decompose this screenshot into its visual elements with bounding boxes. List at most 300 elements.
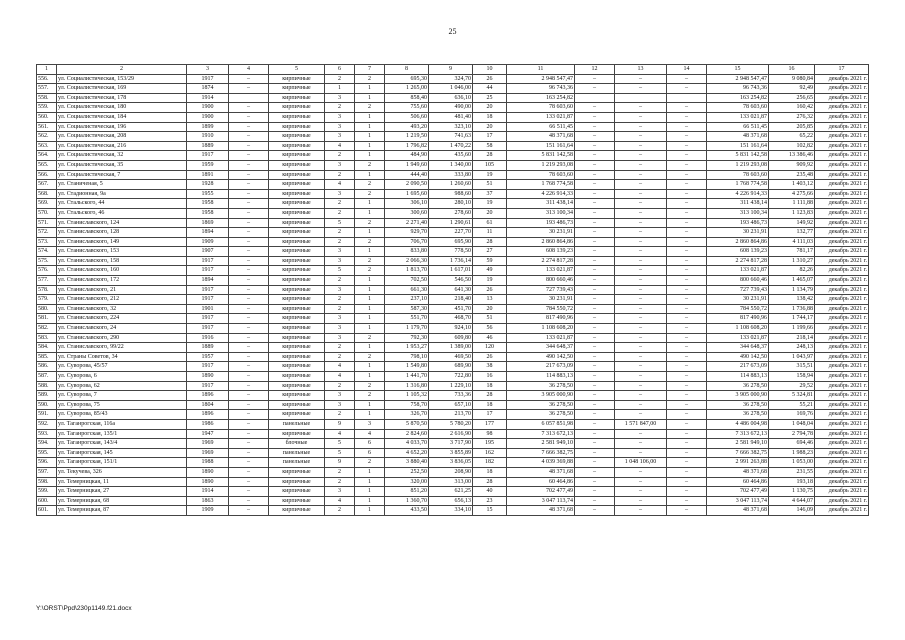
table-cell: 2 860 864,86 bbox=[707, 237, 769, 247]
table-cell: кирпичные bbox=[269, 141, 325, 151]
table-cell: 1914 bbox=[187, 487, 229, 497]
column-number-cell: 3 bbox=[187, 65, 229, 75]
table-cell: 2 bbox=[355, 218, 385, 228]
table-cell: кирпичные bbox=[269, 477, 325, 487]
table-cell: 2 bbox=[325, 467, 355, 477]
table-cell: 2 bbox=[325, 208, 355, 218]
table-cell: 2 bbox=[325, 228, 355, 238]
table-cell: 565. bbox=[37, 160, 57, 170]
table-cell: декабрь 2021 г. bbox=[815, 304, 869, 314]
table-cell: – bbox=[615, 496, 667, 506]
table-cell: 38 bbox=[473, 362, 507, 372]
column-number-cell: 12 bbox=[575, 65, 615, 75]
table-cell: 4 486 004,98 bbox=[707, 419, 769, 429]
table-cell: 4 111,03 bbox=[769, 237, 815, 247]
table-row bbox=[37, 391, 869, 401]
table-cell: 1907 bbox=[187, 247, 229, 257]
table-cell: 573. bbox=[37, 237, 57, 247]
table-cell: 4 644,07 bbox=[769, 496, 815, 506]
table-cell: 78 603,60 bbox=[707, 103, 769, 113]
table-cell: – bbox=[229, 151, 269, 161]
table-row bbox=[37, 333, 869, 343]
table-cell: 1 340,00 bbox=[429, 160, 473, 170]
table-cell: 324,70 bbox=[429, 74, 473, 84]
table-cell: 17 bbox=[473, 132, 507, 142]
table-cell: 3 bbox=[325, 122, 355, 132]
table-cell: 584. bbox=[37, 343, 57, 353]
table-cell: 2 bbox=[325, 103, 355, 113]
table-cell: 817 490,96 bbox=[707, 314, 769, 324]
table-cell: 1 bbox=[355, 247, 385, 257]
table-cell: 551,70 bbox=[385, 314, 429, 324]
table-cell: 2 bbox=[355, 391, 385, 401]
table-cell: 727 739,43 bbox=[707, 285, 769, 295]
table-cell: 556. bbox=[37, 74, 57, 84]
table-cell: 1 360,70 bbox=[385, 496, 429, 506]
table-cell: 48 371,68 bbox=[707, 506, 769, 516]
table-cell: ул. Текучева, 326 bbox=[57, 467, 187, 477]
table-cell: – bbox=[667, 103, 707, 113]
table-cell: 7 313 672,13 bbox=[507, 429, 575, 439]
table-cell: 1969 bbox=[187, 448, 229, 458]
table-cell: – bbox=[229, 419, 269, 429]
table-cell: кирпичные bbox=[269, 352, 325, 362]
table-cell: – bbox=[229, 103, 269, 113]
table-row bbox=[37, 458, 869, 468]
table-cell: 133 021,87 bbox=[707, 266, 769, 276]
column-number-cell: 7 bbox=[355, 65, 385, 75]
table-cell: – bbox=[229, 180, 269, 190]
table-cell: 694,46 bbox=[769, 439, 815, 449]
table-cell: 78 603,60 bbox=[707, 170, 769, 180]
table-cell: – bbox=[575, 256, 615, 266]
table-cell: 2 bbox=[355, 381, 385, 391]
table-cell: 1917 bbox=[187, 381, 229, 391]
table-cell: 591. bbox=[37, 410, 57, 420]
table-cell: 28 bbox=[473, 477, 507, 487]
column-number-cell: 8 bbox=[385, 65, 429, 75]
table-cell: 444,40 bbox=[385, 170, 429, 180]
table-cell: – bbox=[667, 276, 707, 286]
table-cell: декабрь 2021 г. bbox=[815, 218, 869, 228]
table-cell: ул. Суворова, 85/43 bbox=[57, 410, 187, 420]
table-cell: 1889 bbox=[187, 343, 229, 353]
table-cell: 82,26 bbox=[769, 266, 815, 276]
table-cell: – bbox=[575, 429, 615, 439]
table-cell: – bbox=[615, 487, 667, 497]
table-cell: 3 bbox=[325, 324, 355, 334]
table-cell: 9 bbox=[325, 458, 355, 468]
table-cell: декабрь 2021 г. bbox=[815, 429, 869, 439]
table-cell: 833,80 bbox=[385, 247, 429, 257]
table-cell: 98 bbox=[473, 429, 507, 439]
table-cell: 2 271,40 bbox=[385, 218, 429, 228]
table-cell: ул. Станиславского, 32 bbox=[57, 304, 187, 314]
table-cell: ул. Социалистическая, 7 bbox=[57, 170, 187, 180]
table-cell: 1 bbox=[355, 132, 385, 142]
table-row bbox=[37, 208, 869, 218]
table-cell: 1 316,80 bbox=[385, 381, 429, 391]
table-cell: – bbox=[615, 400, 667, 410]
table-cell: 3 047 113,74 bbox=[707, 496, 769, 506]
table-cell: 5 870,50 bbox=[385, 419, 429, 429]
table-cell: – bbox=[667, 381, 707, 391]
table-row bbox=[37, 112, 869, 122]
table-cell: – bbox=[615, 132, 667, 142]
table-cell: 1 bbox=[355, 496, 385, 506]
table-cell: панельные bbox=[269, 458, 325, 468]
table-cell: декабрь 2021 г. bbox=[815, 228, 869, 238]
table-cell: кирпичные bbox=[269, 218, 325, 228]
table-cell: 2 bbox=[325, 410, 355, 420]
table-cell: 778,50 bbox=[429, 247, 473, 257]
table-cell: 217 673,09 bbox=[707, 362, 769, 372]
table-cell: 702 477,49 bbox=[707, 487, 769, 497]
table-cell: 587,30 bbox=[385, 304, 429, 314]
table-cell: 218,40 bbox=[429, 295, 473, 305]
table-cell: декабрь 2021 г. bbox=[815, 112, 869, 122]
table-cell: 2 bbox=[325, 170, 355, 180]
table-cell: 579. bbox=[37, 295, 57, 305]
table-cell: 30 231,91 bbox=[707, 295, 769, 305]
table-cell: 133 021,87 bbox=[507, 333, 575, 343]
table-cell: 1 bbox=[355, 304, 385, 314]
table-cell: 561. bbox=[37, 122, 57, 132]
table-cell: 575. bbox=[37, 256, 57, 266]
table-cell: – bbox=[615, 333, 667, 343]
table-cell: 1 bbox=[355, 122, 385, 132]
table-cell: – bbox=[667, 160, 707, 170]
table-cell: 2 bbox=[325, 352, 355, 362]
table-cell: декабрь 2021 г. bbox=[815, 372, 869, 382]
table-cell: – bbox=[229, 487, 269, 497]
table-cell: ул. Суворова, 6 bbox=[57, 372, 187, 382]
table-cell: 1 bbox=[355, 400, 385, 410]
table-cell: 149,92 bbox=[769, 218, 815, 228]
table-cell: 2 090,50 bbox=[385, 180, 429, 190]
table-cell: 572. bbox=[37, 228, 57, 238]
table-cell: 19 bbox=[473, 276, 507, 286]
table-cell: 132,77 bbox=[769, 228, 815, 238]
table-cell: кирпичные bbox=[269, 314, 325, 324]
table-cell: – bbox=[229, 400, 269, 410]
table-cell bbox=[575, 93, 615, 103]
table-cell: – bbox=[575, 189, 615, 199]
table-cell: 2 bbox=[355, 189, 385, 199]
table-cell: 621,25 bbox=[429, 487, 473, 497]
table-cell: 3 047 113,74 bbox=[507, 496, 575, 506]
table-cell: кирпичные bbox=[269, 362, 325, 372]
table-cell: ул. Таганрогская, 145 bbox=[57, 448, 187, 458]
table-cell: 44 bbox=[473, 84, 507, 94]
table-cell: – bbox=[575, 266, 615, 276]
table-cell: – bbox=[615, 151, 667, 161]
table-cell: – bbox=[575, 381, 615, 391]
table-cell: – bbox=[575, 467, 615, 477]
table-row bbox=[37, 400, 869, 410]
table-cell: декабрь 2021 г. bbox=[815, 295, 869, 305]
page-number: 25 bbox=[448, 27, 457, 36]
table-cell: ул. Темерницкая, 68 bbox=[57, 496, 187, 506]
table-cell: 1894 bbox=[187, 228, 229, 238]
table-cell: декабрь 2021 г. bbox=[815, 506, 869, 516]
table-cell: 2 bbox=[325, 74, 355, 84]
table-cell: 1 199,66 bbox=[769, 324, 815, 334]
table-cell: 30 231,91 bbox=[507, 295, 575, 305]
table-cell: 66 511,45 bbox=[507, 122, 575, 132]
table-cell: 493,20 bbox=[385, 122, 429, 132]
table-cell: 114 883,13 bbox=[707, 372, 769, 382]
table-cell: – bbox=[667, 439, 707, 449]
table-cell: 1 441,70 bbox=[385, 372, 429, 382]
table-cell: – bbox=[667, 429, 707, 439]
table-cell: 20 bbox=[473, 208, 507, 218]
table-cell: 1 470,22 bbox=[429, 141, 473, 151]
table-cell: ул. Социалистическая, 178 bbox=[57, 93, 187, 103]
table-cell: ул. Стадионная, 9а bbox=[57, 189, 187, 199]
column-number-cell: 15 bbox=[707, 65, 769, 75]
table-cell: 5 780,20 bbox=[429, 419, 473, 429]
table-cell: 578. bbox=[37, 285, 57, 295]
table-cell: 334,10 bbox=[429, 506, 473, 516]
table-cell: 1 219,50 bbox=[385, 132, 429, 142]
table-row bbox=[37, 467, 869, 477]
table-cell: – bbox=[575, 122, 615, 132]
table-cell: 2 581 949,10 bbox=[507, 439, 575, 449]
table-cell: – bbox=[667, 237, 707, 247]
table-cell: 1916 bbox=[187, 333, 229, 343]
table-cell: – bbox=[667, 247, 707, 257]
table-cell: – bbox=[575, 304, 615, 314]
table-cell: 2 bbox=[325, 477, 355, 487]
table-cell: – bbox=[575, 343, 615, 353]
table-cell: – bbox=[229, 84, 269, 94]
table-row bbox=[37, 189, 869, 199]
table-cell: 546,50 bbox=[429, 276, 473, 286]
table-cell: – bbox=[667, 218, 707, 228]
table-row bbox=[37, 419, 869, 429]
table-cell: 6 bbox=[355, 439, 385, 449]
table-cell: декабрь 2021 г. bbox=[815, 391, 869, 401]
table-cell: ул. Таганрогская, 143/4 bbox=[57, 439, 187, 449]
table-cell: 158,94 bbox=[769, 372, 815, 382]
table-cell: декабрь 2021 г. bbox=[815, 439, 869, 449]
table-row bbox=[37, 477, 869, 487]
table-cell: кирпичные bbox=[269, 74, 325, 84]
table-cell: 300,60 bbox=[385, 208, 429, 218]
table-row bbox=[37, 247, 869, 257]
column-number-cell: 13 bbox=[615, 65, 667, 75]
table-cell: 569. bbox=[37, 199, 57, 209]
table-cell: 1 736,88 bbox=[769, 304, 815, 314]
table-cell: 1 bbox=[355, 295, 385, 305]
table-cell: 727 739,43 bbox=[507, 285, 575, 295]
table-cell bbox=[229, 93, 269, 103]
table-cell: 48 371,68 bbox=[507, 132, 575, 142]
table-cell: – bbox=[575, 419, 615, 429]
header-row bbox=[37, 65, 869, 75]
table-cell: 792,30 bbox=[385, 333, 429, 343]
table-cell: ул. Темерницкая, 11 bbox=[57, 477, 187, 487]
table-cell: 2 bbox=[325, 506, 355, 516]
table-cell: – bbox=[229, 247, 269, 257]
table-cell: – bbox=[229, 276, 269, 286]
table-cell: 4 226 914,33 bbox=[707, 189, 769, 199]
table-cell: декабрь 2021 г. bbox=[815, 84, 869, 94]
table-cell: 15 bbox=[473, 506, 507, 516]
table-cell: 6 bbox=[355, 448, 385, 458]
table-cell: 817 490,96 bbox=[507, 314, 575, 324]
table-cell: 27 bbox=[473, 247, 507, 257]
table-cell: 3 bbox=[325, 314, 355, 324]
table-cell: – bbox=[229, 208, 269, 218]
column-number-cell: 6 bbox=[325, 65, 355, 75]
table-cell: декабрь 2021 г. bbox=[815, 324, 869, 334]
table-cell: 1 bbox=[325, 84, 355, 94]
table-cell: – bbox=[229, 170, 269, 180]
table-cell: – bbox=[667, 132, 707, 142]
table-cell: декабрь 2021 г. bbox=[815, 314, 869, 324]
table-cell: кирпичные bbox=[269, 343, 325, 353]
table-cell: – bbox=[575, 276, 615, 286]
table-cell: 133 021,87 bbox=[507, 112, 575, 122]
table-cell: 601. bbox=[37, 506, 57, 516]
table-cell: 702 477,49 bbox=[507, 487, 575, 497]
table-cell: 1 bbox=[355, 285, 385, 295]
table-cell: ул. Станиславского, 160 bbox=[57, 266, 187, 276]
table-cell: – bbox=[615, 189, 667, 199]
table-cell: декабрь 2021 г. bbox=[815, 247, 869, 257]
table-cell: 1896 bbox=[187, 410, 229, 420]
table-cell: 2 bbox=[355, 266, 385, 276]
table-cell: 51 bbox=[473, 180, 507, 190]
table-cell: 60 464,86 bbox=[507, 477, 575, 487]
table-cell: 1894 bbox=[187, 276, 229, 286]
table-row bbox=[37, 496, 869, 506]
table-cell: – bbox=[667, 170, 707, 180]
table-cell: – bbox=[667, 487, 707, 497]
table-cell: 48 371,68 bbox=[507, 506, 575, 516]
table-cell: 3 836,05 bbox=[429, 458, 473, 468]
table-cell: 1 108 608,20 bbox=[507, 324, 575, 334]
table-cell: 706,70 bbox=[385, 237, 429, 247]
table-cell: – bbox=[229, 295, 269, 305]
table-cell: 3 bbox=[325, 285, 355, 295]
table-cell: 568. bbox=[37, 189, 57, 199]
table-cell: 1 bbox=[355, 324, 385, 334]
table-cell: – bbox=[229, 458, 269, 468]
table-cell: – bbox=[615, 74, 667, 84]
table-row bbox=[37, 84, 869, 94]
table-cell: 800 660,46 bbox=[507, 276, 575, 286]
table-cell: ул. Станиславского, 224 bbox=[57, 314, 187, 324]
table-cell: 227,70 bbox=[429, 228, 473, 238]
table-cell: ул. Суворова, 62 bbox=[57, 381, 187, 391]
table-cell: – bbox=[229, 199, 269, 209]
table-cell: 17 bbox=[473, 410, 507, 420]
table-cell: 1 134,79 bbox=[769, 285, 815, 295]
table-cell: 1957 bbox=[187, 352, 229, 362]
table-cell: ул. Суворова, 75 bbox=[57, 400, 187, 410]
table-cell: 1914 bbox=[187, 93, 229, 103]
table-cell: – bbox=[667, 84, 707, 94]
table-cell: 469,50 bbox=[429, 352, 473, 362]
table-cell: 1958 bbox=[187, 208, 229, 218]
table-cell: декабрь 2021 г. bbox=[815, 400, 869, 410]
table-cell: – bbox=[667, 180, 707, 190]
table-cell: 1909 bbox=[187, 237, 229, 247]
table-cell: декабрь 2021 г. bbox=[815, 276, 869, 286]
table-cell: декабрь 2021 г. bbox=[815, 74, 869, 84]
table-cell: – bbox=[667, 199, 707, 209]
table-cell: 20 bbox=[473, 304, 507, 314]
table-cell: 1917 bbox=[187, 362, 229, 372]
table-cell: кирпичные bbox=[269, 381, 325, 391]
table-cell: 256,65 bbox=[769, 93, 815, 103]
table-cell: декабрь 2021 г. bbox=[815, 410, 869, 420]
column-number-cell: 4 bbox=[229, 65, 269, 75]
table-cell: ул. Станиславского, 24 bbox=[57, 324, 187, 334]
table-cell: 3 bbox=[325, 333, 355, 343]
table-cell: – bbox=[615, 170, 667, 180]
table-cell: – bbox=[615, 429, 667, 439]
table-cell: – bbox=[229, 429, 269, 439]
table-row bbox=[37, 170, 869, 180]
table-cell: кирпичные bbox=[269, 410, 325, 420]
table-cell: – bbox=[229, 304, 269, 314]
table-cell: 2 bbox=[325, 295, 355, 305]
table-cell: 435,60 bbox=[429, 151, 473, 161]
table-cell: – bbox=[575, 170, 615, 180]
table-cell: кирпичные bbox=[269, 170, 325, 180]
table-cell: ул. Станиславского, 212 bbox=[57, 295, 187, 305]
table-cell: 580. bbox=[37, 304, 57, 314]
table-cell: 193 486,73 bbox=[507, 218, 575, 228]
table-cell: ул. Социалистическая, 169 bbox=[57, 84, 187, 94]
table-cell: 1 465,07 bbox=[769, 276, 815, 286]
table-cell: 3 bbox=[325, 391, 355, 401]
table-cell: – bbox=[667, 141, 707, 151]
table-cell: декабрь 2021 г. bbox=[815, 362, 869, 372]
table-cell: – bbox=[229, 237, 269, 247]
table-cell: – bbox=[615, 362, 667, 372]
table-cell: 5 bbox=[325, 266, 355, 276]
table-cell: 133 021,87 bbox=[707, 333, 769, 343]
table-cell: 4 226 914,33 bbox=[507, 189, 575, 199]
table-cell: 6 057 851,98 bbox=[507, 419, 575, 429]
table-cell: 2 bbox=[325, 304, 355, 314]
table-cell: кирпичные bbox=[269, 266, 325, 276]
table-row bbox=[37, 429, 869, 439]
table-cell: 2 bbox=[355, 333, 385, 343]
table-cell: кирпичные bbox=[269, 160, 325, 170]
table-cell: – bbox=[575, 352, 615, 362]
table-cell: кирпичные bbox=[269, 237, 325, 247]
table-cell: – bbox=[667, 256, 707, 266]
table-cell: декабрь 2021 г. bbox=[815, 237, 869, 247]
table-cell: 1891 bbox=[187, 170, 229, 180]
table-cell: – bbox=[667, 314, 707, 324]
table-cell: 2 bbox=[355, 74, 385, 84]
table-cell: – bbox=[575, 439, 615, 449]
table-cell: 96 743,36 bbox=[707, 84, 769, 94]
table-cell: 1 219 293,08 bbox=[707, 160, 769, 170]
table-cell: 2 274 817,28 bbox=[707, 256, 769, 266]
table-cell: кирпичные bbox=[269, 189, 325, 199]
table-cell: декабрь 2021 г. bbox=[815, 132, 869, 142]
table-cell: – bbox=[667, 266, 707, 276]
table-cell: – bbox=[615, 276, 667, 286]
